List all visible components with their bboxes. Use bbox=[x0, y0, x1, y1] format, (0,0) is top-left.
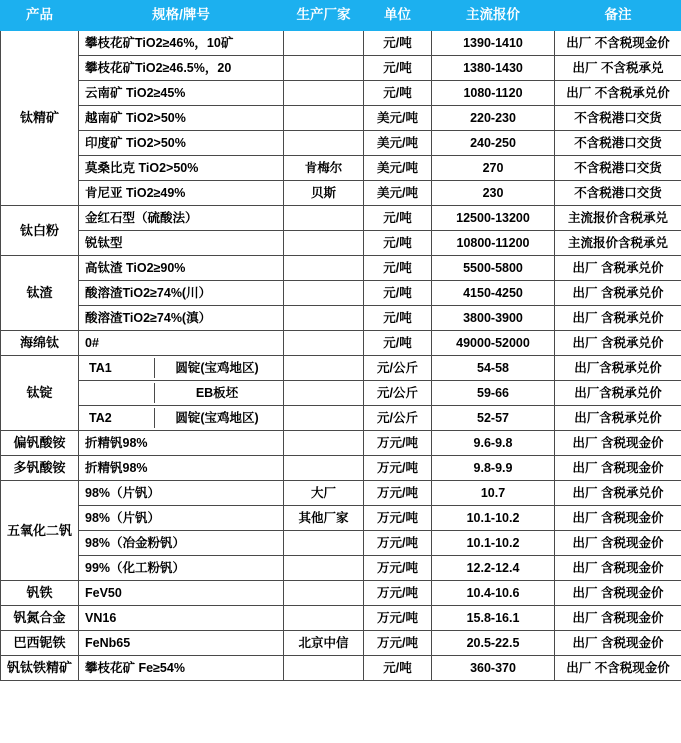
unit-cell: 万元/吨 bbox=[364, 456, 432, 481]
unit-cell: 元/吨 bbox=[364, 231, 432, 256]
note-cell: 出厂 含税现金价 bbox=[555, 606, 681, 631]
unit-cell: 万元/吨 bbox=[364, 606, 432, 631]
maker-cell: 北京中信 bbox=[284, 631, 364, 656]
table-row bbox=[1, 506, 681, 531]
table-row bbox=[1, 331, 681, 356]
maker-cell bbox=[284, 356, 364, 381]
note-cell: 出厂 不含税承兑 bbox=[555, 56, 681, 81]
price-cell: 240-250 bbox=[432, 131, 555, 156]
spec-cell bbox=[79, 356, 284, 381]
note-cell: 出厂 不含税现金价 bbox=[555, 31, 681, 56]
category-cell: 巴西铌铁 bbox=[1, 631, 79, 656]
maker-cell: 大厂 bbox=[284, 481, 364, 506]
unit-cell: 元/吨 bbox=[364, 281, 432, 306]
category-cell: 钛渣 bbox=[1, 256, 79, 331]
note-cell: 不含税港口交货 bbox=[555, 181, 681, 206]
unit-cell: 美元/吨 bbox=[364, 181, 432, 206]
price-cell: 12500-13200 bbox=[432, 206, 555, 231]
note-cell: 出厂 含税承兑价 bbox=[555, 281, 681, 306]
unit-cell: 元/公斤 bbox=[364, 381, 432, 406]
price-cell: 12.2-12.4 bbox=[432, 556, 555, 581]
category-cell: 五氧化二钒 bbox=[1, 481, 79, 581]
maker-cell: 贝斯 bbox=[284, 181, 364, 206]
unit-cell: 万元/吨 bbox=[364, 531, 432, 556]
spec-cell: VN16 bbox=[79, 606, 284, 631]
price-cell: 360-370 bbox=[432, 656, 555, 681]
category-cell: 钛白粉 bbox=[1, 206, 79, 256]
unit-cell: 万元/吨 bbox=[364, 431, 432, 456]
price-cell: 20.5-22.5 bbox=[432, 631, 555, 656]
unit-cell: 元/吨 bbox=[364, 256, 432, 281]
price-cell: 54-58 bbox=[432, 356, 555, 381]
spec-cell: 越南矿 TiO2>50% bbox=[79, 106, 284, 131]
spec-cell: 酸溶渣TiO2≥74%(川） bbox=[79, 281, 284, 306]
price-cell: 10800-11200 bbox=[432, 231, 555, 256]
table-row bbox=[1, 406, 681, 431]
note-cell: 出厂 含税现金价 bbox=[555, 506, 681, 531]
spec-cell: 印度矿 TiO2>50% bbox=[79, 131, 284, 156]
note-cell: 出厂 不含税承兑价 bbox=[555, 81, 681, 106]
spec-cell: 99%（化工粉钒） bbox=[79, 556, 284, 581]
note-cell: 出厂 含税承兑价 bbox=[555, 481, 681, 506]
grade-label bbox=[83, 383, 155, 403]
maker-cell bbox=[284, 656, 364, 681]
grade-label: TA1 bbox=[83, 358, 155, 378]
unit-cell: 元/吨 bbox=[364, 31, 432, 56]
spec-cell: 攀枝花矿TiO2≥46.5%，20 bbox=[79, 56, 284, 81]
category-cell: 钒铁 bbox=[1, 581, 79, 606]
table-row bbox=[1, 456, 681, 481]
note-cell: 出厂 含税现金价 bbox=[555, 431, 681, 456]
unit-cell: 万元/吨 bbox=[364, 631, 432, 656]
table-row bbox=[1, 606, 681, 631]
category-cell: 钛精矿 bbox=[1, 31, 79, 206]
unit-cell: 元/吨 bbox=[364, 306, 432, 331]
category-cell: 钒钛铁精矿 bbox=[1, 656, 79, 681]
maker-cell bbox=[284, 381, 364, 406]
maker-cell bbox=[284, 556, 364, 581]
table-row bbox=[1, 356, 681, 381]
price-cell: 220-230 bbox=[432, 106, 555, 131]
maker-cell bbox=[284, 431, 364, 456]
price-cell: 1080-1120 bbox=[432, 81, 555, 106]
spec-cell: 肯尼亚 TiO2≥49% bbox=[79, 181, 284, 206]
unit-cell: 万元/吨 bbox=[364, 581, 432, 606]
table-row bbox=[1, 481, 681, 506]
note-cell: 出厂 含税现金价 bbox=[555, 556, 681, 581]
price-cell: 9.6-9.8 bbox=[432, 431, 555, 456]
table-row bbox=[1, 106, 681, 131]
maker-cell: 肯梅尔 bbox=[284, 156, 364, 181]
price-cell: 230 bbox=[432, 181, 555, 206]
table-row bbox=[1, 581, 681, 606]
price-cell: 1390-1410 bbox=[432, 31, 555, 56]
unit-cell: 美元/吨 bbox=[364, 156, 432, 181]
table-row bbox=[1, 206, 681, 231]
unit-cell: 元/公斤 bbox=[364, 356, 432, 381]
form-label: 圆锭(宝鸡地区) bbox=[175, 360, 259, 375]
price-cell: 52-57 bbox=[432, 406, 555, 431]
note-cell: 出厂 含税承兑价 bbox=[555, 306, 681, 331]
grade-label: TA2 bbox=[83, 408, 155, 428]
unit-cell: 元/吨 bbox=[364, 656, 432, 681]
maker-cell bbox=[284, 606, 364, 631]
spec-cell: 高钛渣 TiO2≥90% bbox=[79, 256, 284, 281]
note-cell: 出厂 含税现金价 bbox=[555, 531, 681, 556]
note-cell: 出厂含税承兑价 bbox=[555, 381, 681, 406]
table-row bbox=[1, 256, 681, 281]
spec-cell bbox=[79, 406, 284, 431]
spec-cell: 锐钛型 bbox=[79, 231, 284, 256]
unit-cell: 元/吨 bbox=[364, 56, 432, 81]
price-cell: 270 bbox=[432, 156, 555, 181]
note-cell: 主流报价含税承兑 bbox=[555, 231, 681, 256]
spec-cell: 折精钒98% bbox=[79, 456, 284, 481]
price-cell: 9.8-9.9 bbox=[432, 456, 555, 481]
category-cell: 多钒酸铵 bbox=[1, 456, 79, 481]
maker-cell bbox=[284, 456, 364, 481]
table-row bbox=[1, 531, 681, 556]
price-cell: 49000-52000 bbox=[432, 331, 555, 356]
table-row bbox=[1, 631, 681, 656]
spec-cell: 98%（片钒） bbox=[79, 481, 284, 506]
table-row bbox=[1, 381, 681, 406]
price-cell: 3800-3900 bbox=[432, 306, 555, 331]
unit-cell: 万元/吨 bbox=[364, 506, 432, 531]
note-cell: 不含税港口交货 bbox=[555, 156, 681, 181]
header-remark: 备注 bbox=[555, 1, 681, 31]
table-row bbox=[1, 156, 681, 181]
header-price: 主流报价 bbox=[432, 1, 555, 31]
note-cell: 不含税港口交货 bbox=[555, 131, 681, 156]
category-cell: 海绵钛 bbox=[1, 331, 79, 356]
spec-cell: 酸溶渣TiO2≥74%(滇） bbox=[79, 306, 284, 331]
table-row bbox=[1, 81, 681, 106]
price-cell: 15.8-16.1 bbox=[432, 606, 555, 631]
note-cell: 主流报价含税承兑 bbox=[555, 206, 681, 231]
maker-cell bbox=[284, 131, 364, 156]
table-row bbox=[1, 656, 681, 681]
maker-cell bbox=[284, 31, 364, 56]
spec-cell: 攀枝花矿TiO2≥46%，10矿 bbox=[79, 31, 284, 56]
maker-cell bbox=[284, 306, 364, 331]
table-row bbox=[1, 31, 681, 56]
maker-cell bbox=[284, 256, 364, 281]
table-body bbox=[1, 31, 681, 681]
note-cell: 出厂含税承兑价 bbox=[555, 356, 681, 381]
unit-cell: 美元/吨 bbox=[364, 131, 432, 156]
spec-cell: FeV50 bbox=[79, 581, 284, 606]
maker-cell bbox=[284, 406, 364, 431]
table-row bbox=[1, 231, 681, 256]
note-cell: 出厂 含税现金价 bbox=[555, 456, 681, 481]
category-cell: 偏钒酸铵 bbox=[1, 431, 79, 456]
table-row bbox=[1, 431, 681, 456]
spec-cell: 莫桑比克 TiO2>50% bbox=[79, 156, 284, 181]
maker-cell: 其他厂家 bbox=[284, 506, 364, 531]
price-cell: 10.7 bbox=[432, 481, 555, 506]
category-cell: 钛锭 bbox=[1, 356, 79, 431]
note-cell: 出厂 含税现金价 bbox=[555, 581, 681, 606]
price-cell: 59-66 bbox=[432, 381, 555, 406]
spec-cell: FeNb65 bbox=[79, 631, 284, 656]
table-row bbox=[1, 56, 681, 81]
header-unit: 单位 bbox=[364, 1, 432, 31]
header-manufacturer: 生产厂家 bbox=[284, 1, 364, 31]
table-row bbox=[1, 131, 681, 156]
table-row bbox=[1, 181, 681, 206]
unit-cell: 元/公斤 bbox=[364, 406, 432, 431]
maker-cell bbox=[284, 531, 364, 556]
price-cell: 4150-4250 bbox=[432, 281, 555, 306]
price-cell: 10.1-10.2 bbox=[432, 531, 555, 556]
header-product: 产品 bbox=[1, 1, 79, 31]
note-cell: 出厂 含税承兑价 bbox=[555, 256, 681, 281]
price-cell: 1380-1430 bbox=[432, 56, 555, 81]
price-cell: 5500-5800 bbox=[432, 256, 555, 281]
unit-cell: 元/吨 bbox=[364, 206, 432, 231]
note-cell: 出厂 不含税现金价 bbox=[555, 656, 681, 681]
maker-cell bbox=[284, 56, 364, 81]
note-cell: 出厂含税承兑价 bbox=[555, 406, 681, 431]
form-label: EB板坯 bbox=[195, 385, 239, 400]
price-cell: 10.4-10.6 bbox=[432, 581, 555, 606]
note-cell: 不含税港口交货 bbox=[555, 106, 681, 131]
spec-cell bbox=[79, 381, 284, 406]
maker-cell bbox=[284, 331, 364, 356]
unit-cell: 元/吨 bbox=[364, 81, 432, 106]
maker-cell bbox=[284, 281, 364, 306]
category-cell: 钒氮合金 bbox=[1, 606, 79, 631]
unit-cell: 元/吨 bbox=[364, 331, 432, 356]
maker-cell bbox=[284, 106, 364, 131]
unit-cell: 美元/吨 bbox=[364, 106, 432, 131]
unit-cell: 万元/吨 bbox=[364, 556, 432, 581]
table-row bbox=[1, 556, 681, 581]
spec-cell: 折精钒98% bbox=[79, 431, 284, 456]
price-cell: 10.1-10.2 bbox=[432, 506, 555, 531]
maker-cell bbox=[284, 81, 364, 106]
spec-cell: 云南矿 TiO2≥45% bbox=[79, 81, 284, 106]
spec-cell: 金红石型（硫酸法） bbox=[79, 206, 284, 231]
note-cell: 出厂 含税现金价 bbox=[555, 631, 681, 656]
unit-cell: 万元/吨 bbox=[364, 481, 432, 506]
spec-cell: 98%（冶金粉钒） bbox=[79, 531, 284, 556]
spec-cell: 98%（片钒） bbox=[79, 506, 284, 531]
note-cell: 出厂 含税承兑价 bbox=[555, 331, 681, 356]
header-spec: 规格/牌号 bbox=[79, 1, 284, 31]
maker-cell bbox=[284, 581, 364, 606]
spec-cell: 攀枝花矿 Fe≥54% bbox=[79, 656, 284, 681]
table-row bbox=[1, 281, 681, 306]
spec-cell: 0# bbox=[79, 331, 284, 356]
maker-cell bbox=[284, 206, 364, 231]
maker-cell bbox=[284, 231, 364, 256]
form-label: 圆锭(宝鸡地区) bbox=[175, 410, 259, 425]
table-row bbox=[1, 306, 681, 331]
table-header-row bbox=[1, 1, 681, 31]
